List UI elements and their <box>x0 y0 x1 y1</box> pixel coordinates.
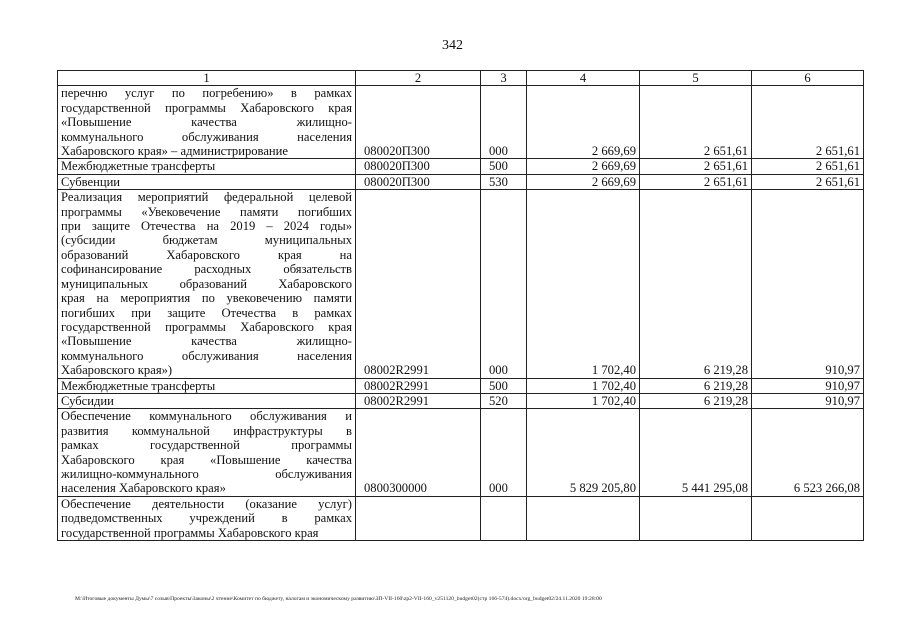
row-name-cell <box>58 393 356 408</box>
type-cell: 530 <box>481 174 527 189</box>
row-name-line: государственной программы Хабаровского края <box>61 319 352 334</box>
code-cell: 08002R2991 <box>356 378 481 393</box>
column-header: 6 <box>752 71 864 86</box>
type-cell: 500 <box>481 378 527 393</box>
type-cell: 000 <box>481 190 527 378</box>
value-cell: 6 523 266,08 <box>752 409 864 496</box>
value-cell <box>640 496 752 540</box>
value-cell: 1 702,40 <box>527 190 640 378</box>
table-row <box>58 190 864 378</box>
value-cell: 910,97 <box>752 393 864 408</box>
value-cell: 6 219,28 <box>640 378 752 393</box>
value-cell: 910,97 <box>752 378 864 393</box>
type-cell <box>481 496 527 540</box>
row-name-cell <box>58 174 356 189</box>
value-cell: 2 651,61 <box>752 174 864 189</box>
column-header: 4 <box>527 71 640 86</box>
value-cell: 910,97 <box>752 190 864 378</box>
value-cell: 1 702,40 <box>527 378 640 393</box>
code-cell: 08002R2991 <box>356 190 481 378</box>
column-header: 5 <box>640 71 752 86</box>
column-header: 2 <box>356 71 481 86</box>
row-name-line: населения Хабаровского края» <box>61 481 226 496</box>
value-cell <box>752 496 864 540</box>
type-cell: 500 <box>481 159 527 174</box>
row-name-line: рамках государственной программы <box>61 438 352 453</box>
value-cell <box>527 496 640 540</box>
row-name-line: коммунального обслуживания населения <box>61 348 352 363</box>
file-path-footer: М:\Итоговые документы Думы\7 созыв\Проекты\Законы\2 чтение\Комитет по бюджету, налогам и экономическому развитию\ЗП-VII-160\zp2-VII-160_v251120_budget02(стр 166-574).docx/org_budget02/24.11.2020 19:28:00 <box>75 596 602 602</box>
row-name-line: Обеспечение коммунального обслуживания и <box>61 409 352 424</box>
table-row <box>58 393 864 408</box>
code-cell <box>356 496 481 540</box>
value-cell: 2 651,61 <box>640 86 752 159</box>
value-cell: 5 829 205,80 <box>527 409 640 496</box>
row-name-line: Межбюджетные трансферты <box>61 378 216 393</box>
table-row <box>58 378 864 393</box>
row-name-line: муниципальных образований Хабаровского <box>61 276 352 291</box>
row-name-line: подведомственных учреждений в рамках <box>61 511 352 526</box>
row-name-line: «Повышение качества жилищно- <box>61 115 352 130</box>
row-name-line: Субсидии <box>61 393 114 408</box>
code-cell: 080020П300 <box>356 174 481 189</box>
value-cell: 5 441 295,08 <box>640 409 752 496</box>
table-header-row <box>58 71 864 86</box>
value-cell: 2 651,61 <box>640 174 752 189</box>
row-name-line: Обеспечение деятельности (оказание услуг) <box>61 496 352 511</box>
budget-table <box>57 70 864 541</box>
row-name-line: Межбюджетные трансферты <box>61 159 216 174</box>
value-cell: 2 669,69 <box>527 159 640 174</box>
row-name-line: Хабаровского края» – администрирование <box>61 144 289 159</box>
value-cell: 6 219,28 <box>640 190 752 378</box>
row-name-cell <box>58 409 356 496</box>
row-name-line: коммунального обслуживания населения <box>61 129 352 144</box>
row-name-line: софинансирование расходных обязательств <box>61 262 352 277</box>
table-row <box>58 86 864 159</box>
table-row <box>58 496 864 540</box>
page-number: 342 <box>442 38 463 53</box>
row-name-line: «Повышение качества жилищно- <box>61 334 352 349</box>
code-cell: 080020П300 <box>356 86 481 159</box>
value-cell: 2 651,61 <box>752 159 864 174</box>
row-name-line: Реализация мероприятий федеральной целевой <box>61 190 352 205</box>
value-cell: 2 651,61 <box>640 159 752 174</box>
row-name-line: жилищно-коммунального обслуживания <box>61 466 352 481</box>
row-name-line: Субвенции <box>61 174 121 189</box>
row-name-line: погибших при защите Отечества в рамках <box>61 305 352 320</box>
table-row <box>58 174 864 189</box>
column-header: 1 <box>58 71 356 86</box>
row-name-line: государственной программы Хабаровского края <box>61 525 319 540</box>
value-cell: 2 651,61 <box>752 86 864 159</box>
row-name-line: края на мероприятия по увековечению памяти <box>61 291 352 306</box>
row-name-cell <box>58 159 356 174</box>
row-name-cell <box>58 378 356 393</box>
row-name-line: (субсидии бюджетам муниципальных <box>61 233 352 248</box>
column-header: 3 <box>481 71 527 86</box>
type-cell: 000 <box>481 409 527 496</box>
value-cell: 1 702,40 <box>527 393 640 408</box>
row-name-line: при защите Отечества на 2019 – 2024 годы» <box>61 219 352 234</box>
code-cell: 08002R2991 <box>356 393 481 408</box>
type-cell: 000 <box>481 86 527 159</box>
code-cell: 0800300000 <box>356 409 481 496</box>
row-name-cell <box>58 190 356 378</box>
row-name-line: перечню услуг по погребению» в рамках <box>61 86 352 101</box>
row-name-line: Хабаровского края») <box>61 363 173 378</box>
row-name-line: государственной программы Хабаровского края <box>61 100 352 115</box>
row-name-line: программы «Увековечение памяти погибших <box>61 204 352 219</box>
row-name-cell <box>58 496 356 540</box>
value-cell: 2 669,69 <box>527 174 640 189</box>
value-cell: 2 669,69 <box>527 86 640 159</box>
type-cell: 520 <box>481 393 527 408</box>
row-name-cell <box>58 86 356 159</box>
code-cell: 080020П300 <box>356 159 481 174</box>
row-name-line: Хабаровского края «Повышение качества <box>61 452 352 467</box>
table-row <box>58 159 864 174</box>
row-name-line: развития коммунальной инфраструктуры в <box>61 423 352 438</box>
value-cell: 6 219,28 <box>640 393 752 408</box>
row-name-line: образований Хабаровского края на <box>61 247 352 262</box>
table-row <box>58 409 864 496</box>
